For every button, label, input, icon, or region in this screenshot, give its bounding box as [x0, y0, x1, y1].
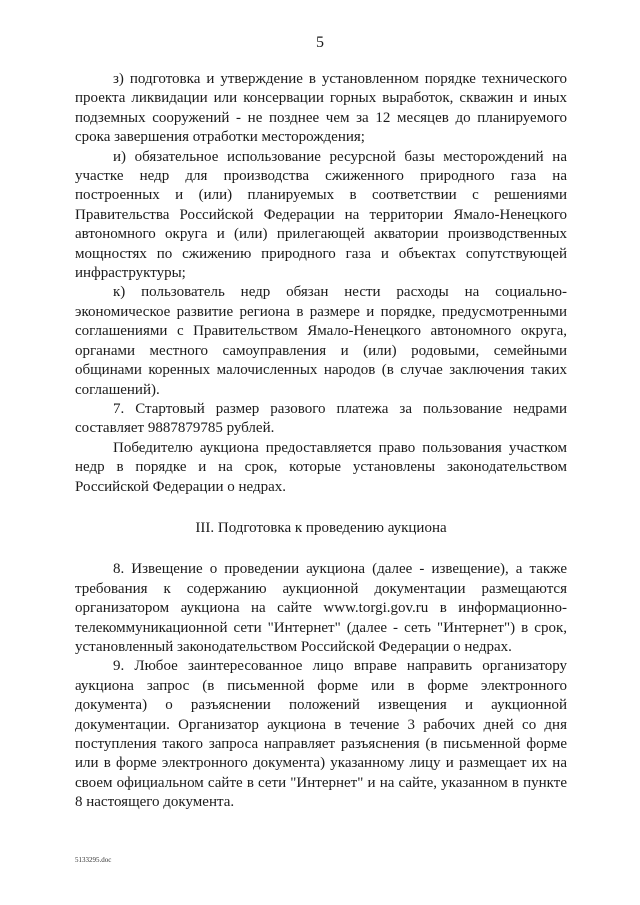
paragraph-9: 9. Любое заинтересованное лицо вправе направить организатору аукциона запрос (в письменной форме или в форме электронного документа) о разъяснении положений извещения и аукционной документации. Организатор аукциона в течение 3 рабочих дней со дня поступления такого запроса направляет разъяснения (в письменной форме или в форме электронного документа) указанному лицу и размещает их на своем официальном сайте в сети "Интернет" и на сайте, указанном в пункте 8 настоящего документа. [75, 658, 567, 811]
paragraph-z: з) подготовка и утверждение в установленном порядке технического проекта ликвидации или консервации горных выработок, скважин и иных подземных сооружений - не позднее чем за 12 месяцев до планируемого срока завершения отработки месторождения; [75, 71, 567, 146]
page-number: 5 [316, 34, 324, 51]
paragraph-i: и) обязательное использование ресурсной базы месторождений на участке недр для производства сжиженного природного газа на построенных и (или) планируемых в соответствии с решениями Правительства Российской Федерации на территории Ямало-Ненецкого автономного округа и (или) прилегающей акватории производственных мощностях по сжижению природного газа и объектах сопутствующей инфраструктуры; [75, 148, 567, 282]
footer-document-ref: 5133295.doc [75, 856, 112, 864]
paragraph-k: к) пользователь недр обязан нести расходы на социально-экономическое развитие региона в размере и порядке, предусмотренными соглашениями с Правительством Ямало-Ненецкого автономного округа, органами местного самоуправления и (или) родовыми, семейными общинами коренных малочисленных народов (в случае заключения таких соглашений). [75, 284, 567, 398]
document-body [75, 70, 567, 813]
section-heading: III. Подготовка к проведению аукциона [195, 519, 447, 536]
paragraph-7: 7. Стартовый размер разового платежа за пользование недрами составляет 9887879785 рублей. [75, 400, 567, 437]
paragraph-winner: Победителю аукциона предоставляется право пользования участком недр в порядке и на срок, которые установлены законодательством Российской Федерации о недрах. [75, 439, 567, 495]
paragraph-8: 8. Извещение о проведении аукциона (далее - извещение), а также требования к содержанию аукционной документации размещаются организатором аукциона на сайте www.torgi.gov.ru в информационно-телекоммуникационной сети "Интернет" (далее - сеть "Интернет") в срок, установленный законодательством Российской Федерации о недрах. [75, 561, 567, 655]
